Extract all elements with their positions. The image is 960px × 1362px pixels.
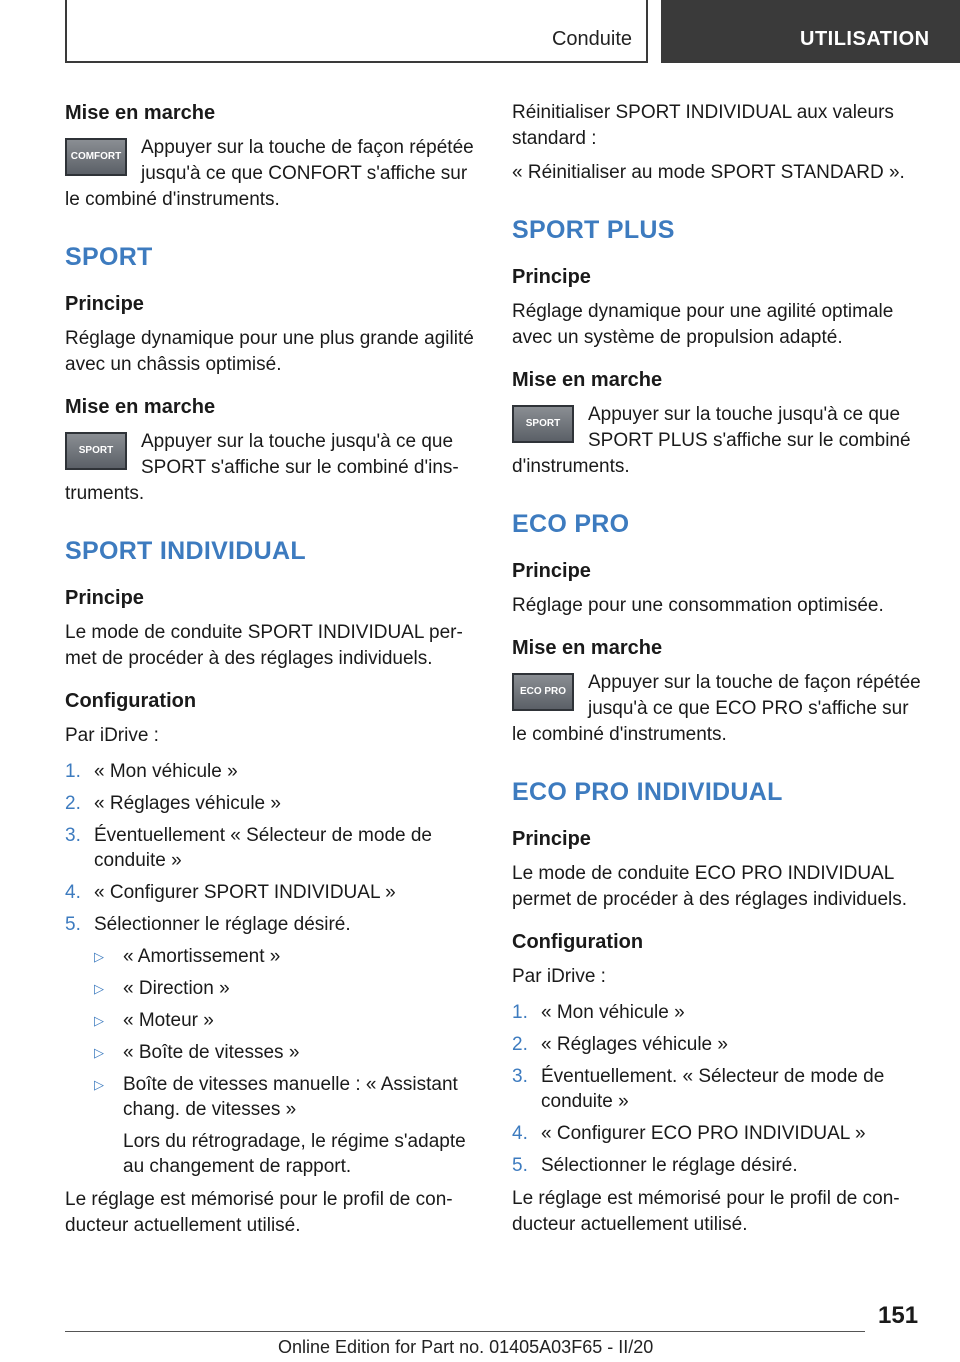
list-item: 1. « Mon véhicule » [512, 1002, 685, 1023]
triangle-icon: ▷ [94, 1045, 104, 1060]
plus-on-title: Mise en marche [512, 369, 663, 391]
plus-principe-text: Réglage dynamique pour une agilité optimale avec un système de propulsion adapté. [512, 301, 894, 348]
bullet-item: ▷ « Boîte de vitesses » [94, 1042, 300, 1063]
eco-on-title: Mise en marche [512, 637, 663, 659]
header-chapter-title: UTILISATION [800, 28, 930, 50]
bullet-item: ▷ Boîte de vitesses manuelle : « Assistant chang. de vitesses » [94, 1074, 458, 1120]
sport-individual-heading: SPORT INDIVIDUAL [65, 537, 306, 565]
sport-principe-text: Réglage dynamique pour une plus grande agilité avec un châssis optimisé. [65, 328, 474, 375]
config-intro: Par iDrive : [512, 966, 606, 987]
eco-pro-individual-heading: ECO PRO INDIVIDUAL [512, 778, 783, 806]
left-steps-list [65, 759, 477, 1179]
header-section-box [65, 0, 648, 63]
footer-divider [65, 1331, 865, 1332]
eco-pro-button-image: ECO PRO [512, 673, 574, 711]
header-chapter-box [661, 0, 960, 63]
eco-principe-title: Principe [512, 560, 591, 582]
list-item: 3. Éventuellement « Sélecteur de mode de conduite » [65, 825, 432, 871]
sport-button-image: SPORT [65, 432, 127, 470]
list-item: 4. « Configurer SPORT INDIVIDUAL » [65, 882, 396, 903]
sport-paragraph [65, 429, 477, 507]
left-column [65, 100, 477, 1255]
sport-on-title: Mise en marche [65, 396, 216, 418]
indiv-principe-text: Le mode de conduite SPORT INDIVIDUAL per‐ met de procéder à des réglages individuels. [65, 622, 463, 669]
bullet-item: ▷ « Amortissement » [94, 946, 281, 967]
list-item: 2. « Réglages véhicule » [512, 1034, 728, 1055]
list-item: 4. « Configurer ECO PRO INDIVIDUAL » [512, 1123, 866, 1144]
list-item: 2. « Réglages véhicule » [65, 793, 281, 814]
triangle-icon: ▷ [94, 1077, 104, 1092]
plus-principe-title: Principe [512, 266, 591, 288]
plus-paragraph [512, 402, 924, 480]
eco-text: Appuyer sur la touche de façon répétée jusqu'à ce que ECO PRO s'affiche sur le combiné d'instruments. [512, 672, 921, 745]
bullet-item: ▷ « Moteur » [94, 1010, 214, 1031]
plus-text: Appuyer sur la touche jusqu'à ce que SPORT PLUS s'affiche sur le combiné d'instruments. [512, 404, 911, 477]
memo-text: Le réglage est mémorisé pour le profil de con‐ ducteur actuellement utilisé. [65, 1189, 453, 1236]
triangle-icon: ▷ [94, 981, 104, 996]
sport-principe-title: Principe [65, 293, 144, 315]
indiv-principe-title: Principe [65, 587, 144, 609]
confort-on-title: Mise en marche [65, 102, 216, 124]
ecoind-principe-title: Principe [512, 828, 591, 850]
reset-text: Réinitialiser SPORT INDIVIDUAL aux valeurs standard : [512, 102, 894, 149]
list-item: 5. Sélectionner le réglage désiré. [512, 1155, 798, 1176]
confort-paragraph [65, 135, 477, 213]
triangle-icon: ▷ [94, 1013, 104, 1028]
right-column [512, 100, 924, 1254]
eco-pro-heading: ECO PRO [512, 510, 630, 538]
sport-text: Appuyer sur la touche jusqu'à ce que SPORT s'affiche sur le combiné d'ins‐ truments. [65, 431, 459, 504]
config-intro: Par iDrive : [65, 725, 159, 746]
edition-footer: Online Edition for Part no. 01405A03F65 - II/20 [278, 1337, 654, 1357]
bullet-item: ▷ « Direction » [94, 978, 230, 999]
config-title: Configuration [65, 690, 197, 712]
triangle-icon: ▷ [94, 949, 104, 964]
list-item: 3. Éventuellement. « Sélecteur de mode de conduite » [512, 1066, 885, 1112]
header-section-title: Conduite [551, 28, 632, 50]
page-number: 151 [878, 1302, 919, 1329]
reset-action: « Réinitialiser au mode SPORT STANDARD ». [512, 162, 905, 183]
eco-principe-text: Réglage pour une consommation optimisée. [512, 595, 884, 616]
config-title: Configuration [512, 931, 644, 953]
comfort-button-image: COMFORT [65, 138, 127, 176]
list-item: 1. « Mon véhicule » [65, 761, 238, 782]
sport-plus-heading: SPORT PLUS [512, 216, 675, 244]
bullet-note: Lors du rétrogradage, le régime s'adapte au changement de rapport. [123, 1131, 466, 1177]
list-item: 5. Sélectionner le réglage désiré. [65, 914, 351, 935]
eco-paragraph [512, 670, 924, 748]
confort-text: Appuyer sur la touche de façon répétée jusqu'à ce que CONFORT s'affiche sur le combiné d'instruments. [65, 137, 474, 210]
sport-heading: SPORT [65, 243, 153, 271]
right-steps-list [512, 1000, 924, 1178]
ecoind-principe-text: Le mode de conduite ECO PRO INDIVIDUAL permet de procéder à des réglages individuels. [512, 863, 908, 910]
sport-plus-button-image: SPORT [512, 405, 574, 443]
memo-text: Le réglage est mémorisé pour le profil de con‐ ducteur actuellement utilisé. [512, 1188, 900, 1235]
